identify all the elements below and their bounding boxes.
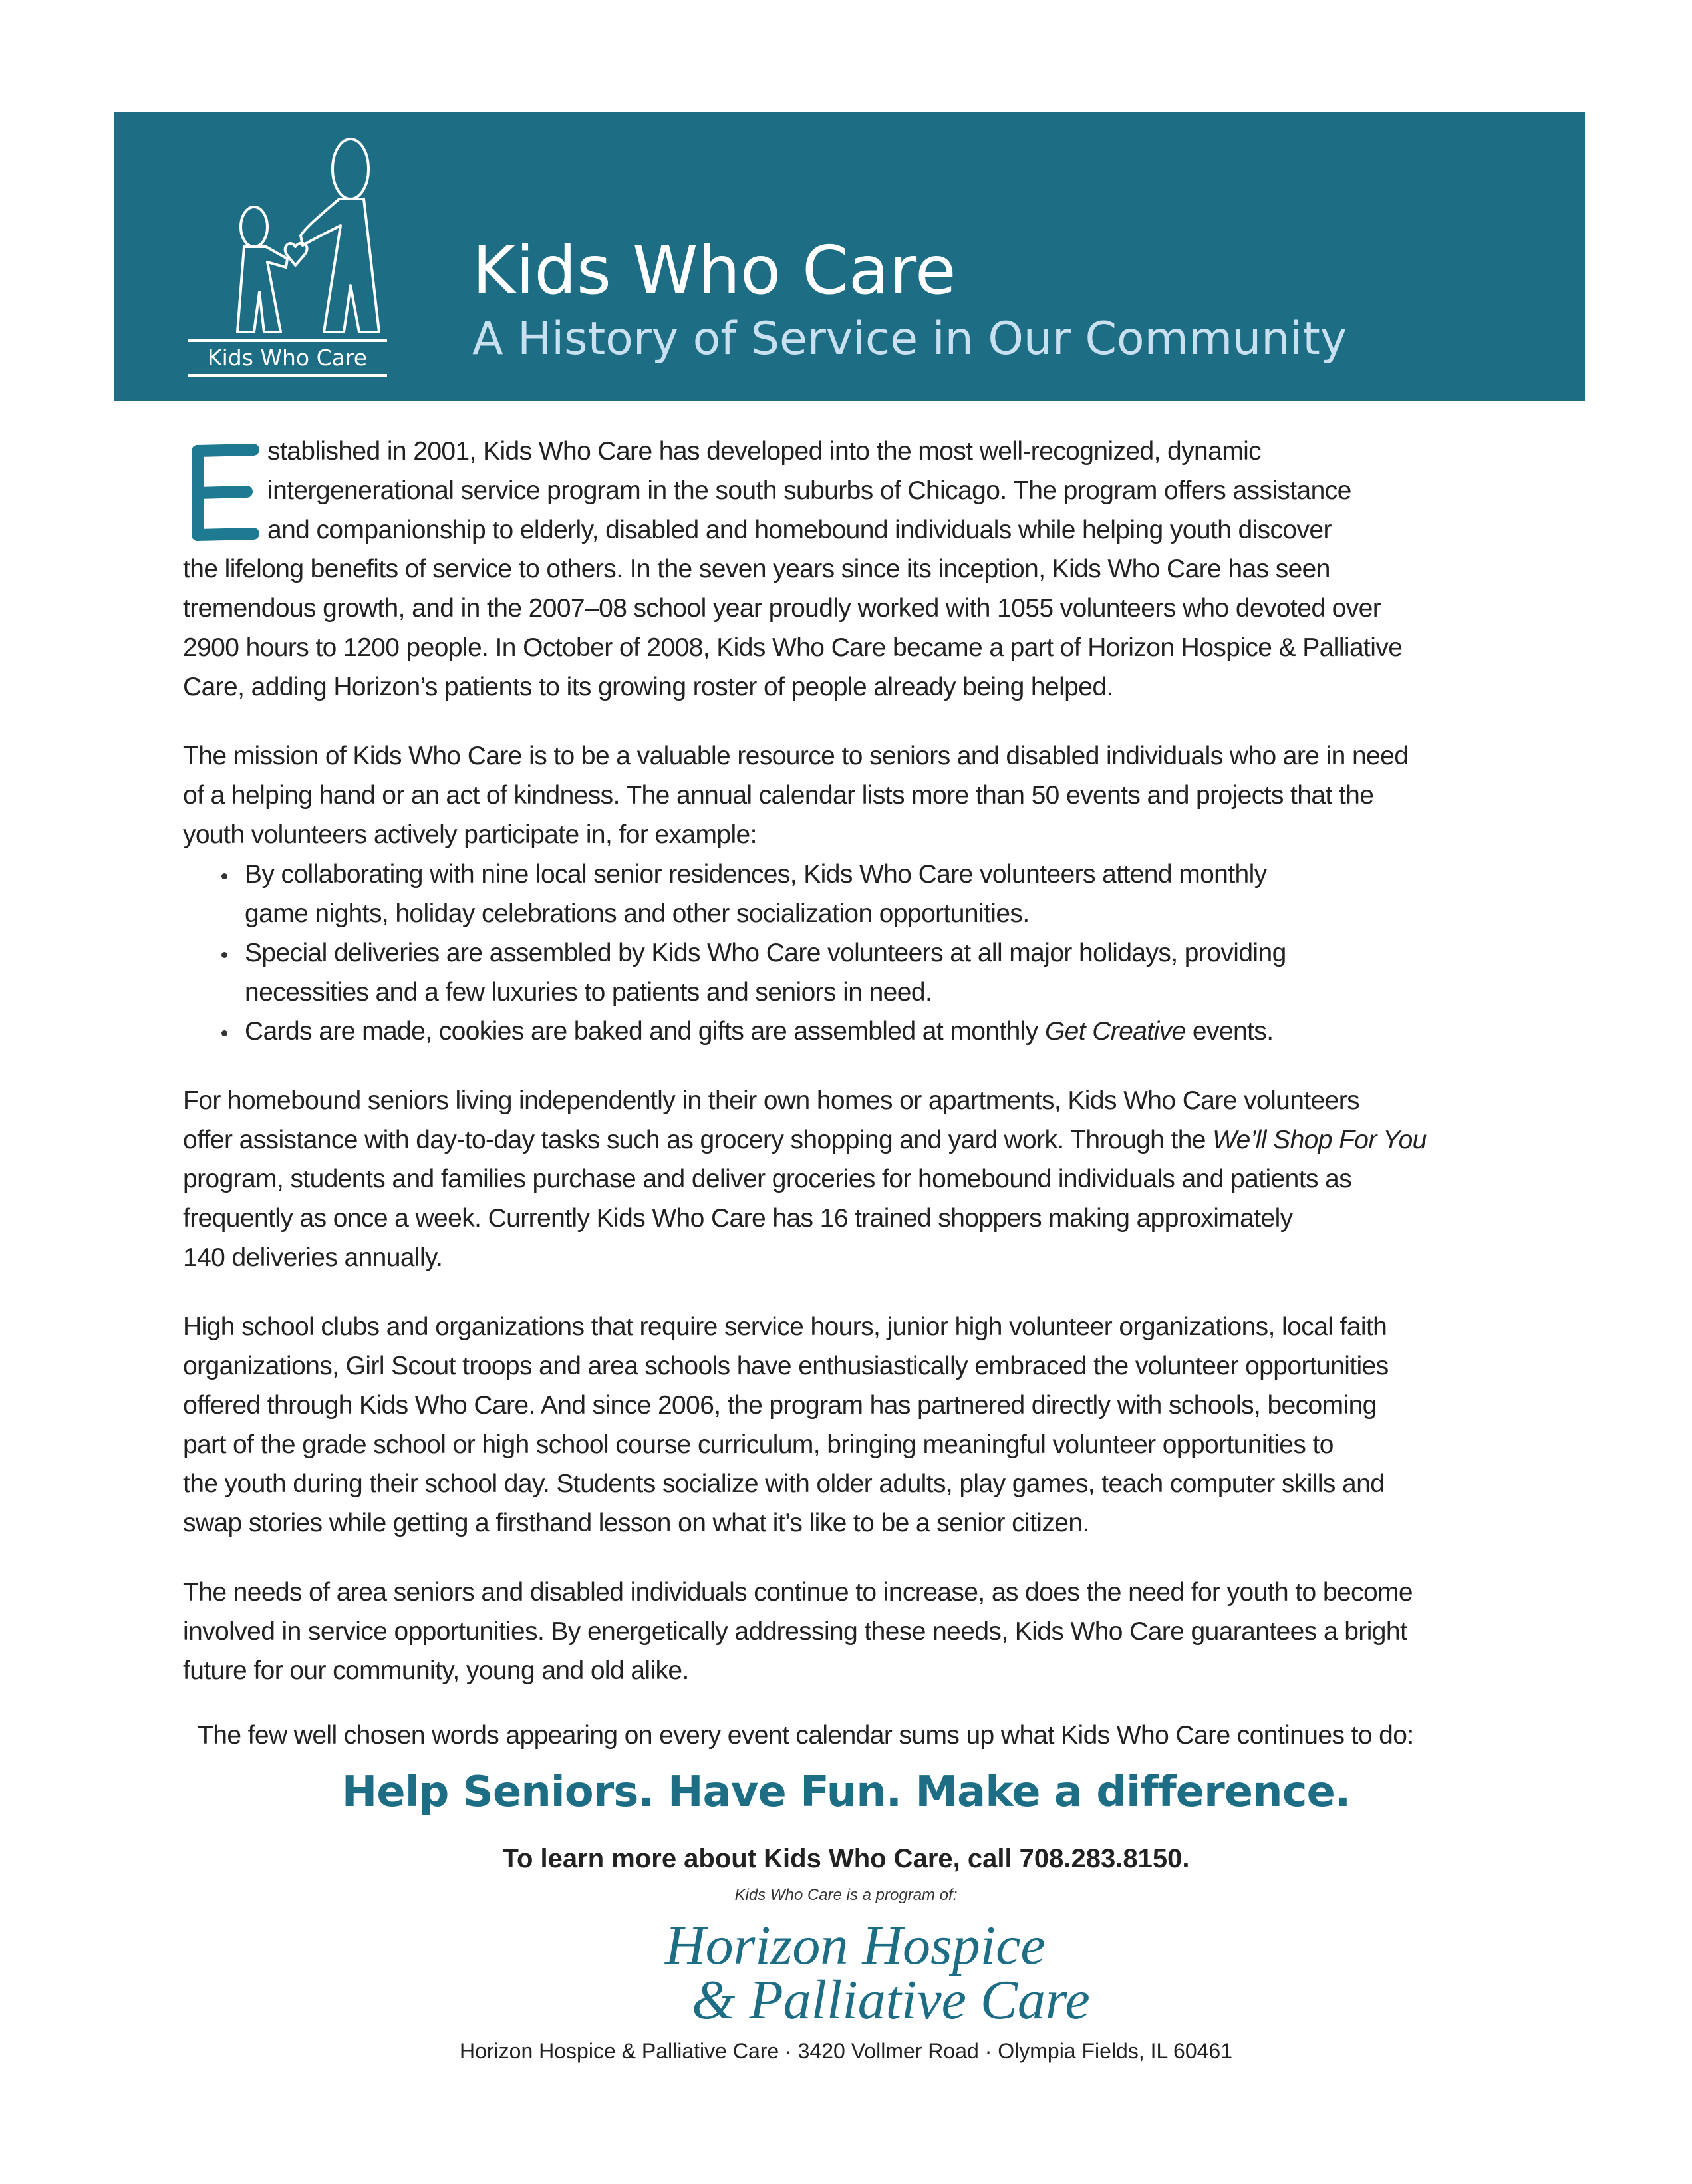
- intro-line: tremendous growth, and in the 2007–08 school year proudly worked with 1055 volunteers who devoted over: [183, 594, 1381, 623]
- program-of-label: Kids Who Care is a program of:: [734, 1886, 958, 1904]
- schools-line: organizations, Girl Scout troops and area schools have enthusiastically embraced the volunteer opportunities: [183, 1352, 1389, 1380]
- intro-line: and companionship to elderly, disabled and homebound individuals while helping youth discover: [267, 516, 1332, 544]
- needs-line: The needs of area seniors and disabled individuals continue to increase, as does the need for youth to become: [183, 1578, 1413, 1607]
- mission-line: The mission of Kids Who Care is to be a valuable resource to seniors and disabled individuals who are in need: [183, 742, 1409, 770]
- mission-line: of a helping hand or an act of kindness. The annual calendar lists more than 50 events and projects that the: [183, 781, 1374, 810]
- bullet-item-line: Special deliveries are assembled by Kids Who Care volunteers at all major holidays, providing: [245, 939, 1286, 967]
- homebound-line: [183, 1124, 1427, 1157]
- mission-line: youth volunteers actively participate in, for example:: [183, 820, 757, 849]
- schools-line: High school clubs and organizations that require service hours, junior high volunteer organizations, local faith: [183, 1313, 1387, 1341]
- needs-line: involved in service opportunities. By energetically addressing these needs, Kids Who Care guarantees a bright: [183, 1617, 1407, 1646]
- header-banner: [114, 112, 1585, 401]
- horizon-logo-line-2: & Palliative Care: [692, 1969, 1090, 2031]
- intro-line: intergenerational service program in the south suburbs of Chicago. The program offers assistance: [267, 476, 1351, 505]
- footer-address: Horizon Hospice & Palliative Care · 3420 Vollmer Road · Olympia Fields, IL 60461: [459, 2039, 1232, 2063]
- bullet-item-line: necessities and a few luxuries to patients and seniors in need.: [245, 978, 932, 1007]
- bullet-text: Cards are made, cookies are baked and gifts are assembled at monthly: [245, 1017, 1045, 1046]
- homebound-line: For homebound seniors living independently in their own homes or apartments, Kids Who Care volunteers: [183, 1086, 1360, 1115]
- homebound-text: offer assistance with day-to-day tasks such as grocery shopping and yard work. Through the: [183, 1126, 1213, 1154]
- bullet-item-line: game nights, holiday celebrations and other socialization opportunities.: [245, 899, 1030, 928]
- bullet-icon: [221, 1030, 227, 1036]
- intro-line: stablished in 2001, Kids Who Care has developed into the most well-recognized, dynamic: [267, 437, 1262, 466]
- schools-line: part of the grade school or high school course curriculum, bringing meaningful volunteer opportunities to: [183, 1430, 1334, 1459]
- homebound-line: 140 deliveries annually.: [183, 1243, 443, 1272]
- page-title: Kids Who Care: [472, 232, 956, 309]
- intro-line: the lifelong benefits of service to others. In the seven years since its inception, Kids Who Care has seen: [183, 555, 1330, 583]
- logo-label: Kids Who Care: [188, 339, 387, 377]
- closing-intro: The few well chosen words appearing on every event calendar sums up what Kids Who Care continues to do:: [198, 1721, 1414, 1750]
- call-to-action: To learn more about Kids Who Care, call 708.283.8150.: [502, 1844, 1190, 1873]
- schools-line: the youth during their school day. Students socialize with older adults, play games, teach computer skills and: [183, 1470, 1385, 1498]
- bullet-text-end: events.: [1185, 1017, 1274, 1046]
- schools-line: offered through Kids Who Care. And since 2006, the program has partnered directly with schools, becoming: [183, 1391, 1377, 1420]
- tagline: Help Seniors. Have Fun. Make a difference.: [341, 1768, 1351, 1817]
- schools-line: swap stories while getting a firsthand lesson on what it’s like to be a senior citizen.: [183, 1509, 1089, 1537]
- horizon-logo-line-1: Horizon Hospice: [665, 1915, 1046, 1976]
- shop-for-you-italic: We’ll Shop For You: [1212, 1126, 1427, 1154]
- homebound-line: program, students and families purchase and deliver groceries for homebound individuals and patients as: [183, 1165, 1352, 1193]
- bullet-item-line: [245, 1015, 1273, 1048]
- intro-line: Care, adding Horizon’s patients to its growing roster of people already being helped.: [183, 673, 1113, 701]
- bullet-item-line: By collaborating with nine local senior residences, Kids Who Care volunteers attend monthly: [245, 860, 1267, 889]
- intro-line: 2900 hours to 1200 people. In October of 2008, Kids Who Care became a part of Horizon Hospice & Palliative: [183, 633, 1403, 662]
- bullet-icon: [221, 952, 227, 958]
- homebound-line: frequently as once a week. Currently Kids Who Care has 16 trained shoppers making approximately: [183, 1204, 1293, 1233]
- page-subtitle: A History of Service in Our Community: [472, 313, 1347, 365]
- dropcap-e: [188, 443, 261, 543]
- bullet-icon: [221, 873, 227, 879]
- get-creative-italic: Get Creative: [1044, 1017, 1186, 1046]
- needs-line: future for our community, young and old alike.: [183, 1656, 689, 1685]
